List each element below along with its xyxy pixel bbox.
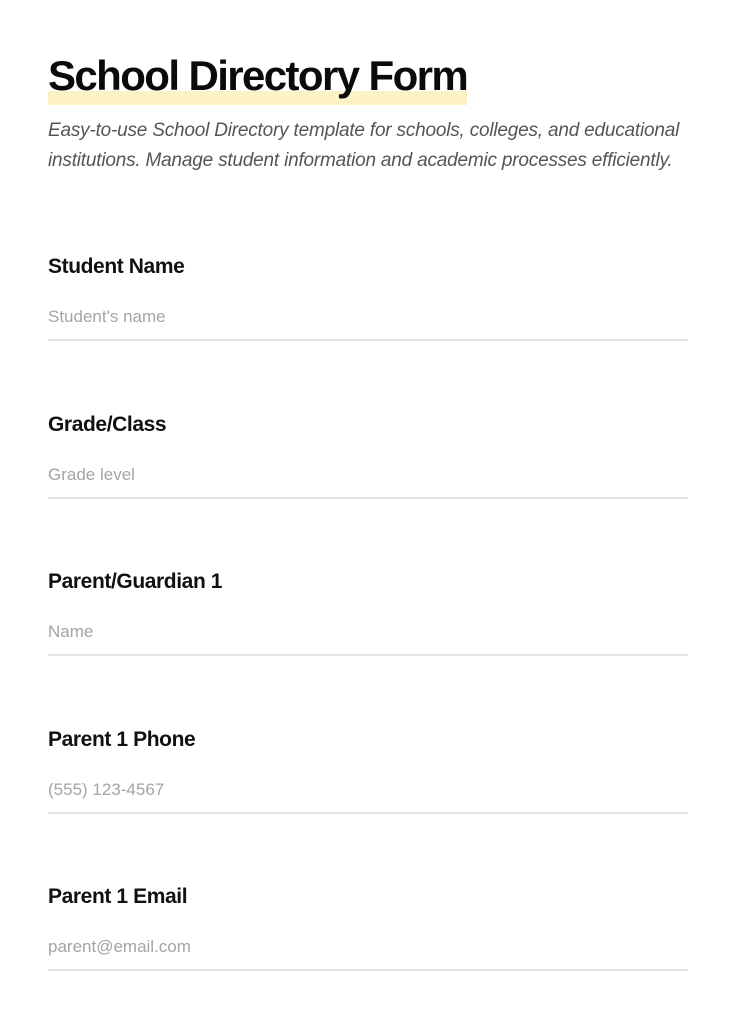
- form-title-wrapper: [48, 50, 467, 102]
- grade-class-input[interactable]: [48, 459, 688, 499]
- parent-1-phone-input[interactable]: [48, 774, 688, 814]
- student-name-input[interactable]: [48, 301, 688, 341]
- field-grade-class: [48, 411, 688, 521]
- form-description: Easy-to-use School Directory template for schools, colleges, and educational institutions. Manage student information and academic processes efficiently.: [48, 120, 680, 171]
- parent-guardian-1-name-input[interactable]: [48, 616, 688, 656]
- field-parent-1-phone: [48, 726, 688, 836]
- form-title: School Directory Form: [48, 52, 468, 99]
- parent-1-email-input[interactable]: [48, 931, 688, 971]
- grade-class-label: Grade/Class: [48, 413, 167, 436]
- student-name-label: Student Name: [48, 255, 185, 278]
- parent-guardian-1-label: Parent/Guardian 1: [48, 570, 223, 593]
- field-parent-guardian-1: [48, 568, 688, 678]
- field-student-name: [48, 253, 688, 363]
- field-parent-1-email: [48, 883, 688, 993]
- parent-1-phone-label: Parent 1 Phone: [48, 728, 196, 751]
- parent-1-email-label: Parent 1 Email: [48, 885, 188, 908]
